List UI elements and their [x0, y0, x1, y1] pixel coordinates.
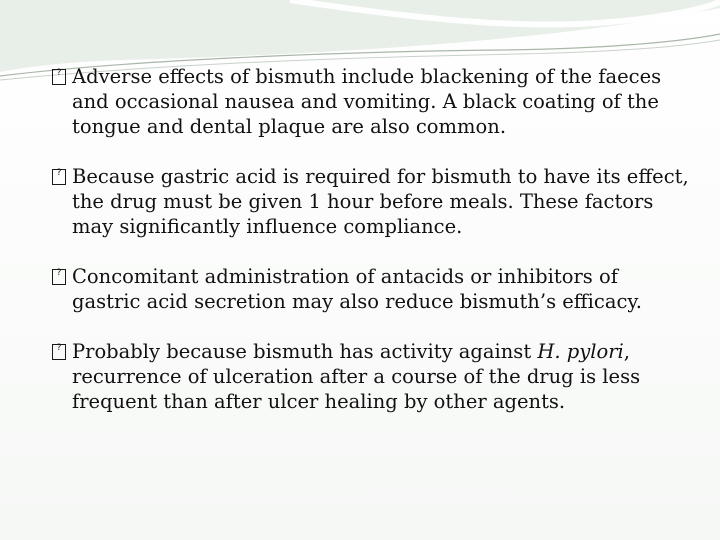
bullet-text: Concomitant administration of antacids or inhibitors of gastric acid secretion may also reduce bismuth’s efficacy. [72, 265, 642, 313]
missing-glyph-box-icon: ? [52, 344, 66, 360]
bullet-item-concomitant-administration [52, 264, 692, 314]
bullet-text-before: Probably because bismuth has activity against [72, 340, 538, 363]
bullet-item-adverse-effects [52, 64, 692, 139]
missing-glyph-box-icon: ? [52, 269, 66, 285]
bullet-text: Adverse effects of bismuth include blackening of the faeces and occasional nausea and vomiting. A black coating of the tongue and dental plaque are also common. [72, 65, 662, 138]
bullet-text [72, 340, 640, 413]
bullet-text-italic: H. pylori [537, 340, 624, 363]
missing-glyph-box-icon: ? [52, 69, 66, 85]
bullet-text-after: , recurrence of ulceration after a course of the drug is less frequent than after ulcer healing by other agents. [72, 340, 641, 413]
bullet-item-h-pylori [52, 339, 692, 414]
bullet-text: Because gastric acid is required for bismuth to have its effect, the drug must be given 1 hour before meals. These factors may significantly influence compliance. [72, 165, 689, 238]
bullet-item-gastric-acid [52, 164, 692, 239]
missing-glyph-box-icon: ? [52, 169, 66, 185]
bullet-list [52, 64, 692, 439]
